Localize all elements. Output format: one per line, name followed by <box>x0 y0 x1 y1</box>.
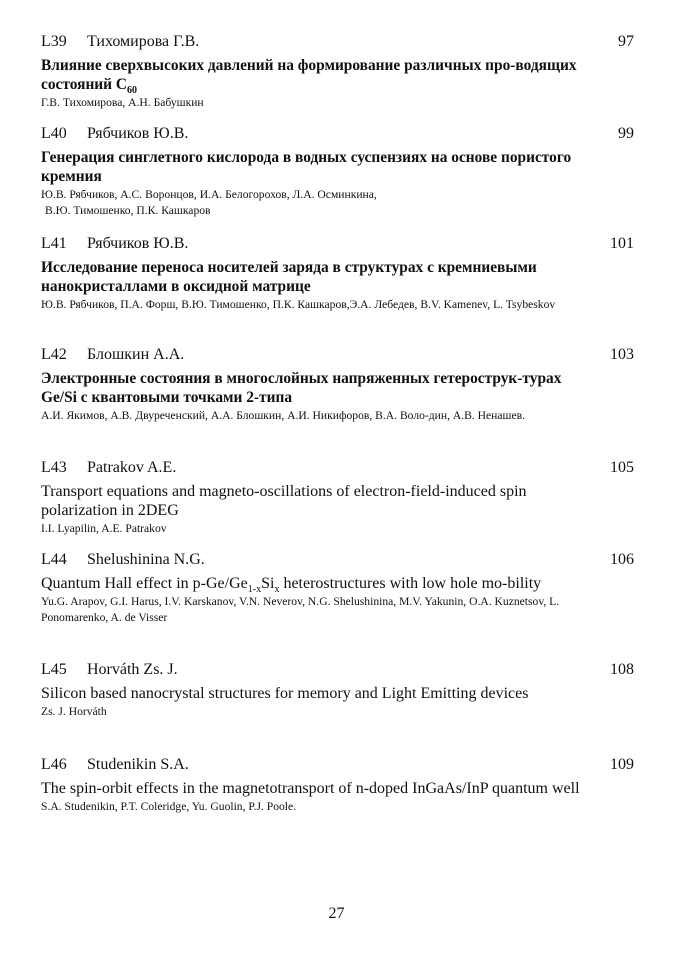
entry-page-number: 103 <box>610 346 634 363</box>
entry-presenter: Тихомирова Г.В. <box>87 33 200 50</box>
entry-title-subscript: 60 <box>127 85 138 97</box>
entry-title: Silicon based nanocrystal structures for memory and Light Emitting devices <box>41 685 529 702</box>
entry-page-number: 97 <box>618 33 634 50</box>
page-number-footer: 27 <box>328 905 345 922</box>
entry-authors-line: В.Ю. Тимошенко, П.К. Кашкаров <box>45 204 211 217</box>
toc-entry-l41 <box>41 235 634 313</box>
entry-code: L46 <box>41 756 67 773</box>
toc-entry-l40 <box>41 125 634 219</box>
toc-entry-l46 <box>41 756 634 815</box>
entry-code: L44 <box>41 551 67 568</box>
entry-title: Исследование переноса носителей заряда в структурах с кремниевыми нанокристаллами в оксидной матрице <box>41 259 537 295</box>
entry-header <box>41 459 634 481</box>
entry-presenter: Блошкин А.А. <box>87 346 185 363</box>
entry-page-number: 109 <box>610 756 634 773</box>
entry-title: The spin-orbit effects in the magnetotransport of n-doped InGaAs/InP quantum well <box>41 780 580 797</box>
entry-presenter: Patrakov A.E. <box>87 459 177 476</box>
toc-entry-l44 <box>41 551 634 626</box>
entry-page-number: 106 <box>610 551 634 568</box>
entry-code: L41 <box>41 235 67 252</box>
entry-title <box>41 56 601 97</box>
entry-title: Transport equations and magneto-oscillations of electron-field-induced spin polarization in 2DEG <box>41 483 527 519</box>
entry-title-subscript: 1-x <box>247 584 262 596</box>
entry-page-number: 101 <box>610 235 634 252</box>
entry-code: L40 <box>41 125 67 142</box>
entry-presenter: Рябчиков Ю.В. <box>87 235 189 252</box>
toc-entry-l45 <box>41 661 634 720</box>
entry-authors: А.И. Якимов, А.В. Двуреченский, А.А. Блошкин, А.И. Никифоров, В.А. Воло-дин, А.В. Ненашев. <box>41 409 525 422</box>
entry-page-number: 99 <box>618 125 634 142</box>
entry-authors: Ю.В. Рябчиков, П.А. Форш, В.Ю. Тимошенко, П.К. Кашкаров,Э.А. Лебедев, B.V. Kamenev, L. Tsybeskov <box>41 298 556 311</box>
entry-code: L39 <box>41 33 67 50</box>
entry-header <box>41 756 634 778</box>
entry-presenter: Studenikin S.A. <box>87 756 189 773</box>
entry-page-number: 108 <box>610 661 634 678</box>
entry-code: L45 <box>41 661 67 678</box>
entry-header <box>41 125 634 147</box>
entry-header <box>41 235 634 257</box>
entry-authors: Г.В. Тихомирова, А.Н. Бабушкин <box>41 96 204 109</box>
entry-authors: S.A. Studenikin, P.T. Coleridge, Yu. Guolin, P.J. Poole. <box>41 800 297 813</box>
entry-authors: Yu.G. Arapov, G.I. Harus, I.V. Karskanov, V.N. Neverov, N.G. Shelushinina, M.V. Yakunin, O.A. Kuznetsov, L. Ponomarenko, A. de Visser <box>41 595 560 624</box>
entry-presenter: Рябчиков Ю.В. <box>87 125 189 142</box>
toc-entry-l39 <box>41 33 634 111</box>
toc-entry-l43 <box>41 459 634 537</box>
entry-title-text: Quantum Hall effect in p-Ge/Ge <box>41 575 248 592</box>
entry-title-subscript: x <box>274 584 280 596</box>
entry-page-number: 105 <box>610 459 634 476</box>
entry-presenter: Horváth Zs. J. <box>87 661 178 678</box>
entry-header <box>41 661 634 683</box>
entry-title-text: Si <box>261 575 275 592</box>
entry-code: L42 <box>41 346 67 363</box>
entry-title-text: Влияние сверхвысоких давлений на формирование различных про-водящих состояний C <box>41 57 577 93</box>
entry-title: Электронные состояния в многослойных напряженных гетерострук-турах Ge/Si с квантовыми точками 2-типа <box>41 370 562 406</box>
entry-code: L43 <box>41 459 67 476</box>
entry-header <box>41 551 634 573</box>
entry-header <box>41 33 634 55</box>
entry-title <box>41 574 601 596</box>
entry-authors: I.I. Lyapilin, A.E. Patrakov <box>41 522 167 535</box>
entry-header <box>41 346 634 368</box>
entry-authors: Zs. J. Horváth <box>41 705 107 718</box>
entry-authors-line: Ю.В. Рябчиков, А.С. Воронцов, И.А. Белогорохов, Л.А. Осминкина, <box>41 188 377 201</box>
entry-authors <box>41 187 601 219</box>
entry-title: Генерация синглетного кислорода в водных суспензиях на основе пористого кремния <box>41 149 572 185</box>
entry-presenter: Shelushinina N.G. <box>87 551 205 568</box>
toc-entry-l42 <box>41 346 634 424</box>
entry-title-text: heterostructures with low hole mo-bility <box>279 575 542 592</box>
